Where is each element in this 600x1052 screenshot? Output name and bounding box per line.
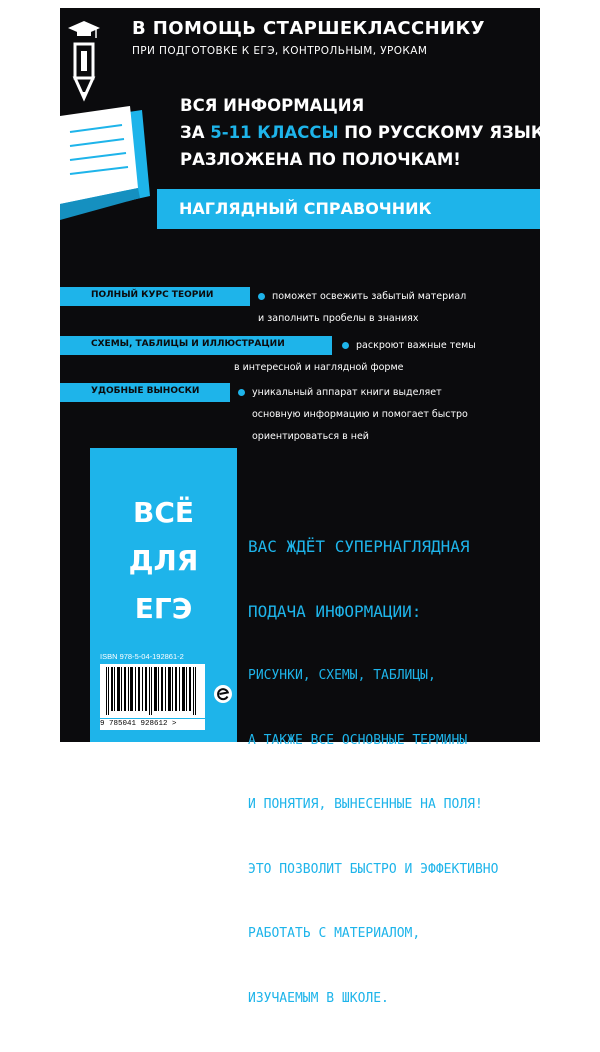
feature-description-callouts <box>252 382 468 448</box>
feature-tag-callouts <box>60 383 230 402</box>
feature-line: поможет освежить забытый материал <box>272 291 467 302</box>
feature-tag-label: УДОБНЫЕ ВЫНОСКИ <box>91 386 200 396</box>
promo-headline <box>180 92 558 173</box>
bullet-icon <box>238 389 245 396</box>
feature-tag-label: ПОЛНЫЙ КУРС ТЕОРИИ <box>91 290 214 300</box>
feature-line: ориентироваться в ней <box>252 431 369 442</box>
barcode-number: 9 785041 928612 > <box>100 719 205 730</box>
header-subtitle: ПРИ ПОДГОТОВКЕ К ЕГЭ, КОНТРОЛЬНЫМ, УРОКАМ <box>132 45 428 57</box>
publisher-e-logo-icon <box>213 684 233 704</box>
ege-line-1: ВСЁ <box>132 496 195 529</box>
promo-line-1: ВСЯ ИНФОРМАЦИЯ <box>180 96 365 115</box>
feature-tag-theory <box>60 287 250 306</box>
header-title: В ПОМОЩЬ СТАРШЕКЛАССНИКУ <box>132 18 485 39</box>
description-line: РИСУНКИ, СХЕМЫ, ТАБЛИЦЫ, <box>248 668 436 683</box>
graduate-pencil-icon <box>60 8 102 108</box>
feature-description-theory <box>258 286 467 330</box>
feature-description-schemes <box>234 335 476 379</box>
feature-tag-label: СХЕМЫ, ТАБЛИЦЫ И ИЛЛЮСТРАЦИИ <box>91 339 285 349</box>
reference-banner-label: НАГЛЯДНЫЙ СПРАВОЧНИК <box>179 199 432 218</box>
description-line: ЭТО ПОЗВОЛИТ БЫСТРО И ЭФФЕКТИВНО <box>248 861 499 877</box>
promo-line-2 <box>180 119 558 146</box>
promo-line-3: РАЗЛОЖЕНА ПО ПОЛОЧКАМ! <box>180 150 461 169</box>
bullet-icon <box>342 342 349 349</box>
feature-line: и заполнить пробелы в знаниях <box>258 313 419 324</box>
description-text <box>248 493 498 1052</box>
description-line: ИЗУЧАЕМЫМ В ШКОЛЕ. <box>248 990 389 1006</box>
description-line: ВАС ЖДЁТ СУПЕРНАГЛЯДНАЯ <box>248 537 470 556</box>
open-book-icon <box>60 100 150 230</box>
promo-line-2-prefix: ЗА <box>180 123 211 142</box>
promo-grades-accent: 5-11 КЛАССЫ <box>210 123 339 142</box>
feature-line: основную информацию и помогает быстро <box>252 409 468 420</box>
description-line: РАБОТАТЬ С МАТЕРИАЛОМ, <box>248 926 421 941</box>
bullet-icon <box>258 293 265 300</box>
book-back-cover <box>60 8 558 1006</box>
description-line: ПОДАЧА ИНФОРМАЦИИ: <box>248 601 422 621</box>
feature-tag-schemes <box>60 336 332 355</box>
isbn-text: ISBN 978-5-04-192861-2 <box>100 652 184 661</box>
description-line: А ТАКЖЕ ВСЕ ОСНОВНЫЕ ТЕРМИНЫ <box>248 732 468 748</box>
ege-line-3: ЕГЭ <box>134 592 193 625</box>
feature-line: в интересной и наглядной форме <box>234 362 404 373</box>
barcode-icon <box>100 664 205 718</box>
reference-banner <box>157 189 540 229</box>
feature-line: уникальный аппарат книги выделяет <box>252 387 442 398</box>
description-line: И ПОНЯТИЯ, ВЫНЕСЕННЫЕ НА ПОЛЯ! <box>248 797 483 812</box>
ege-line-2: ДЛЯ <box>128 544 199 577</box>
promo-line-2-suffix: ПО РУССКОМУ ЯЗЫКУ <box>338 123 558 142</box>
feature-line: раскроют важные темы <box>356 340 476 351</box>
